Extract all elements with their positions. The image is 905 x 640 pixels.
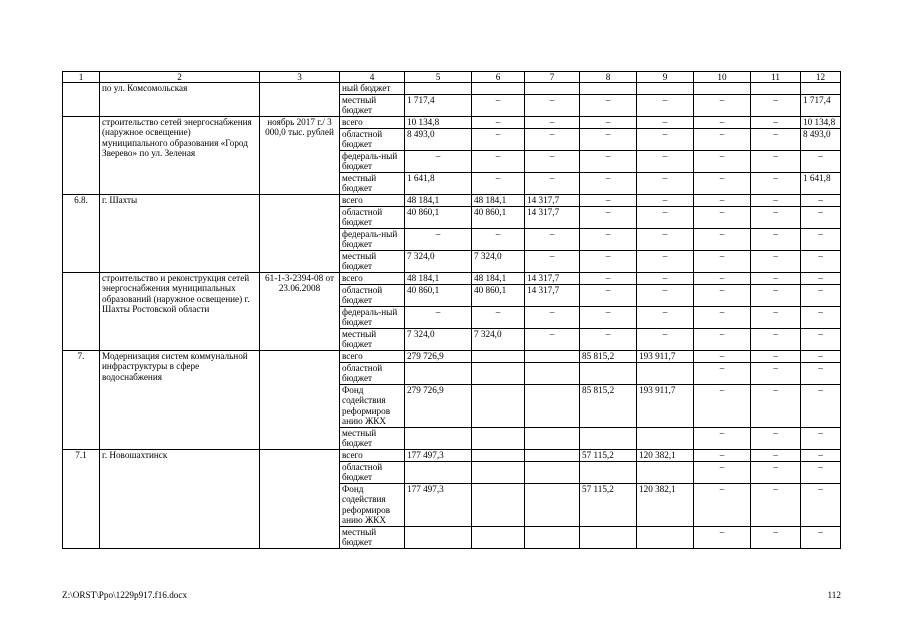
table-cell: – — [751, 384, 801, 427]
header-row — [63, 72, 841, 83]
column-header: 4 — [340, 72, 405, 83]
table-cell — [637, 362, 694, 384]
table-cell: – — [637, 194, 694, 206]
table-cell — [472, 526, 525, 548]
table-cell: – — [637, 306, 694, 328]
table-cell — [580, 461, 637, 483]
table-cell: 48 184,1 — [405, 194, 472, 206]
table-cell — [580, 427, 637, 449]
table-cell: – — [637, 206, 694, 228]
table-cell: – — [694, 172, 751, 194]
table-cell: – — [801, 461, 841, 483]
table-cell: областной бюджет — [340, 128, 405, 150]
table-cell — [472, 362, 525, 384]
table-cell: – — [525, 150, 580, 172]
table-cell: местный бюджет — [340, 250, 405, 272]
column-header: 9 — [637, 72, 694, 83]
table-cell — [405, 83, 472, 94]
table-cell: г. Шахты — [100, 194, 260, 272]
table-cell: 7.1 — [63, 449, 100, 548]
table-cell: – — [694, 350, 751, 362]
table-cell: – — [405, 228, 472, 250]
table-cell: областной бюджет — [340, 206, 405, 228]
table-cell — [637, 461, 694, 483]
table-cell: – — [694, 284, 751, 306]
table-cell: 279 726,9 — [405, 350, 472, 362]
table-cell — [637, 83, 694, 94]
table-cell — [694, 83, 751, 94]
table-cell — [525, 483, 580, 526]
table-cell: местный бюджет — [340, 526, 405, 548]
table-cell: – — [525, 228, 580, 250]
table-cell: всего — [340, 116, 405, 128]
table-cell — [472, 427, 525, 449]
table-cell: – — [580, 328, 637, 350]
table-cell: 40 860,1 — [472, 284, 525, 306]
table-cell: местный бюджет — [340, 328, 405, 350]
table-cell: – — [472, 150, 525, 172]
table-cell — [525, 427, 580, 449]
table-cell: 8 493,0 — [801, 128, 841, 150]
table-cell: – — [472, 116, 525, 128]
table-cell: – — [801, 483, 841, 526]
table-cell: – — [637, 116, 694, 128]
table-cell: – — [637, 172, 694, 194]
table-cell: – — [801, 272, 841, 284]
column-header: 5 — [405, 72, 472, 83]
table-cell: строительство и реконструкция сетей энергоснабжения муниципальных образований (наружное освещение) г. Шахты Ростовской области — [100, 272, 260, 350]
table-cell: 40 860,1 — [405, 284, 472, 306]
table-cell: – — [525, 306, 580, 328]
table-cell: федераль-ный бюджет — [340, 228, 405, 250]
column-header: 3 — [260, 72, 340, 83]
table-cell: федераль-ный бюджет — [340, 306, 405, 328]
table-body — [63, 83, 841, 548]
table-cell: – — [580, 306, 637, 328]
table-row — [63, 116, 841, 128]
table-cell: – — [525, 328, 580, 350]
table-cell: 10 134,8 — [801, 116, 841, 128]
table-row — [63, 449, 841, 461]
table-cell: всего — [340, 194, 405, 206]
table-cell: – — [694, 250, 751, 272]
table-cell: – — [751, 284, 801, 306]
table-cell — [472, 483, 525, 526]
table-cell: – — [694, 449, 751, 461]
table-cell: – — [801, 328, 841, 350]
table-cell: – — [751, 427, 801, 449]
table-cell: 40 860,1 — [405, 206, 472, 228]
table-cell — [525, 83, 580, 94]
table-cell: – — [751, 172, 801, 194]
table-cell: – — [472, 128, 525, 150]
table-cell: – — [751, 306, 801, 328]
table-cell — [580, 83, 637, 94]
table-cell — [580, 526, 637, 548]
table-cell: – — [580, 150, 637, 172]
table-cell: – — [751, 362, 801, 384]
column-header: 10 — [694, 72, 751, 83]
table-cell: 7 324,0 — [472, 328, 525, 350]
table-cell: 120 382,1 — [637, 449, 694, 461]
table-cell: – — [637, 250, 694, 272]
table-cell: местный бюджет — [340, 427, 405, 449]
page-number: 112 — [827, 590, 841, 600]
table-cell: – — [580, 94, 637, 116]
table-cell: – — [801, 150, 841, 172]
table-cell — [63, 83, 100, 116]
table-cell: – — [405, 306, 472, 328]
table-cell: 8 493,0 — [405, 128, 472, 150]
table-cell — [260, 449, 340, 548]
table-cell: – — [580, 116, 637, 128]
table-cell — [637, 526, 694, 548]
table-cell: – — [580, 284, 637, 306]
table-cell: 120 382,1 — [637, 483, 694, 526]
table-cell: – — [801, 449, 841, 461]
table-cell: 61-1-3-2394-08 от 23.06.2008 — [260, 272, 340, 350]
table-cell: – — [801, 350, 841, 362]
table-cell: 6.8. — [63, 194, 100, 272]
table-cell: 1 641,8 — [801, 172, 841, 194]
table-cell — [525, 384, 580, 427]
table-cell: 14 317,7 — [525, 272, 580, 284]
budget-table — [62, 71, 841, 549]
table-cell: – — [637, 128, 694, 150]
table-cell: – — [801, 427, 841, 449]
table-cell: 177 497,3 — [405, 483, 472, 526]
table-cell: – — [801, 384, 841, 427]
table-cell — [472, 461, 525, 483]
table-cell: – — [580, 206, 637, 228]
table-cell: – — [472, 172, 525, 194]
table-cell: – — [751, 272, 801, 284]
table-cell: – — [751, 116, 801, 128]
table-cell: – — [801, 250, 841, 272]
table-cell: 7. — [63, 350, 100, 449]
table-cell: 85 815,2 — [580, 350, 637, 362]
table-cell: – — [694, 228, 751, 250]
column-header: 6 — [472, 72, 525, 83]
table-cell: областной бюджет — [340, 461, 405, 483]
table-cell: – — [751, 128, 801, 150]
table-cell: Фонд содействия реформиров анию ЖКХ — [340, 384, 405, 427]
table-cell: – — [751, 206, 801, 228]
table-cell: 7 324,0 — [405, 328, 472, 350]
table-cell: – — [694, 128, 751, 150]
table-cell: Фонд содействия реформиров анию ЖКХ — [340, 483, 405, 526]
table-cell: 193 911,7 — [637, 384, 694, 427]
table-cell: 14 317,7 — [525, 284, 580, 306]
table-cell: ноябрь 2017 г./ 3 000,0 тыс. рублей — [260, 116, 340, 194]
table-cell: федераль-ный бюджет — [340, 150, 405, 172]
table-cell — [525, 449, 580, 461]
table-cell: 48 184,1 — [472, 272, 525, 284]
table-cell: – — [751, 350, 801, 362]
table-row — [63, 272, 841, 284]
table-cell — [472, 449, 525, 461]
table-cell — [580, 362, 637, 384]
table-cell: – — [694, 384, 751, 427]
table-cell: – — [694, 526, 751, 548]
table-cell: 7 324,0 — [405, 250, 472, 272]
table-cell: – — [801, 228, 841, 250]
table-cell: – — [525, 128, 580, 150]
table-cell: 14 317,7 — [525, 206, 580, 228]
table-cell — [405, 461, 472, 483]
table-cell: 1 717,4 — [405, 94, 472, 116]
table-cell: – — [694, 272, 751, 284]
table-cell — [525, 362, 580, 384]
table-cell — [472, 350, 525, 362]
table-cell — [405, 427, 472, 449]
table-cell: ный бюджет — [340, 83, 405, 94]
column-header: 2 — [100, 72, 260, 83]
table-row — [63, 83, 841, 94]
table-cell: 7 324,0 — [472, 250, 525, 272]
table-cell: всего — [340, 272, 405, 284]
column-header: 12 — [801, 72, 841, 83]
table-cell: 85 815,2 — [580, 384, 637, 427]
column-header: 7 — [525, 72, 580, 83]
table-cell: 57 115,2 — [580, 449, 637, 461]
table-cell — [525, 526, 580, 548]
table-cell: областной бюджет — [340, 362, 405, 384]
table-cell: – — [525, 250, 580, 272]
table-cell — [525, 350, 580, 362]
table-cell: – — [525, 116, 580, 128]
table-cell: – — [580, 194, 637, 206]
table-cell: местный бюджет — [340, 172, 405, 194]
table-cell: областной бюджет — [340, 284, 405, 306]
table-cell: – — [580, 250, 637, 272]
table-cell: – — [637, 150, 694, 172]
table-cell: – — [694, 116, 751, 128]
table-cell — [751, 83, 801, 94]
table-cell: строительство сетей энергоснабжения (наружное освещение) муниципального образования «Город Зверево» по ул. Зеленая — [100, 116, 260, 194]
table-cell — [63, 272, 100, 350]
table-cell: – — [405, 150, 472, 172]
table-cell: – — [694, 194, 751, 206]
table-cell: – — [801, 526, 841, 548]
table-cell: – — [751, 328, 801, 350]
table-cell: 40 860,1 — [472, 206, 525, 228]
table-cell: – — [637, 228, 694, 250]
table-cell: – — [751, 449, 801, 461]
table-cell: – — [694, 94, 751, 116]
table-cell: 279 726,9 — [405, 384, 472, 427]
table-cell: – — [637, 272, 694, 284]
table-cell: – — [751, 250, 801, 272]
table-cell: – — [694, 328, 751, 350]
table-cell — [260, 194, 340, 272]
table-cell: – — [525, 172, 580, 194]
table-cell: – — [751, 94, 801, 116]
table-cell: – — [694, 483, 751, 526]
table-cell: – — [694, 427, 751, 449]
table-cell — [637, 427, 694, 449]
table-cell: – — [751, 526, 801, 548]
table-cell — [260, 83, 340, 116]
column-header: 1 — [63, 72, 100, 83]
table-cell: по ул. Комсомольская — [100, 83, 260, 116]
table-cell — [405, 526, 472, 548]
table-cell: всего — [340, 449, 405, 461]
column-header: 8 — [580, 72, 637, 83]
table-cell: – — [801, 206, 841, 228]
table-cell: 1 641,8 — [405, 172, 472, 194]
table-cell: – — [472, 228, 525, 250]
table-cell: местный бюджет — [340, 94, 405, 116]
table-cell: – — [525, 94, 580, 116]
table-cell — [472, 83, 525, 94]
table-cell: – — [694, 306, 751, 328]
table-cell: 14 317,7 — [525, 194, 580, 206]
table-cell: – — [580, 228, 637, 250]
table-cell: 57 115,2 — [580, 483, 637, 526]
table-cell — [63, 116, 100, 194]
table-cell: 193 911,7 — [637, 350, 694, 362]
footer-file-path: Z:\ORST\Ppo\1229p917.f16.docx — [62, 590, 188, 600]
table-cell: – — [751, 150, 801, 172]
table-cell: 1 717,4 — [801, 94, 841, 116]
table-cell: – — [801, 194, 841, 206]
table-cell: – — [801, 306, 841, 328]
table-cell — [525, 461, 580, 483]
table-cell — [260, 350, 340, 449]
table-cell: 10 134,8 — [405, 116, 472, 128]
table-cell: – — [694, 461, 751, 483]
table-cell: всего — [340, 350, 405, 362]
table-cell: – — [801, 362, 841, 384]
table-cell: – — [751, 461, 801, 483]
table-cell: – — [580, 272, 637, 284]
table-cell: г. Новошахтинск — [100, 449, 260, 548]
table-cell: – — [751, 483, 801, 526]
column-header: 11 — [751, 72, 801, 83]
table-row — [63, 194, 841, 206]
table-cell: – — [751, 228, 801, 250]
table-cell: – — [801, 284, 841, 306]
table-cell: – — [580, 172, 637, 194]
table-cell: Модернизация систем коммунальной инфраструктуры в сфере водоснабжения — [100, 350, 260, 449]
table-cell — [801, 83, 841, 94]
table-cell: – — [751, 194, 801, 206]
table-cell: – — [694, 206, 751, 228]
table-cell: – — [472, 306, 525, 328]
table-cell: 48 184,1 — [405, 272, 472, 284]
table-cell: – — [694, 362, 751, 384]
table-cell — [472, 384, 525, 427]
table-cell: – — [472, 94, 525, 116]
table-cell: – — [637, 94, 694, 116]
table-cell: – — [694, 150, 751, 172]
table-row — [63, 350, 841, 362]
table-cell — [405, 362, 472, 384]
table-cell: 177 497,3 — [405, 449, 472, 461]
table-cell: – — [580, 128, 637, 150]
table-cell: – — [637, 328, 694, 350]
table-cell: – — [637, 284, 694, 306]
table-cell: 48 184,1 — [472, 194, 525, 206]
